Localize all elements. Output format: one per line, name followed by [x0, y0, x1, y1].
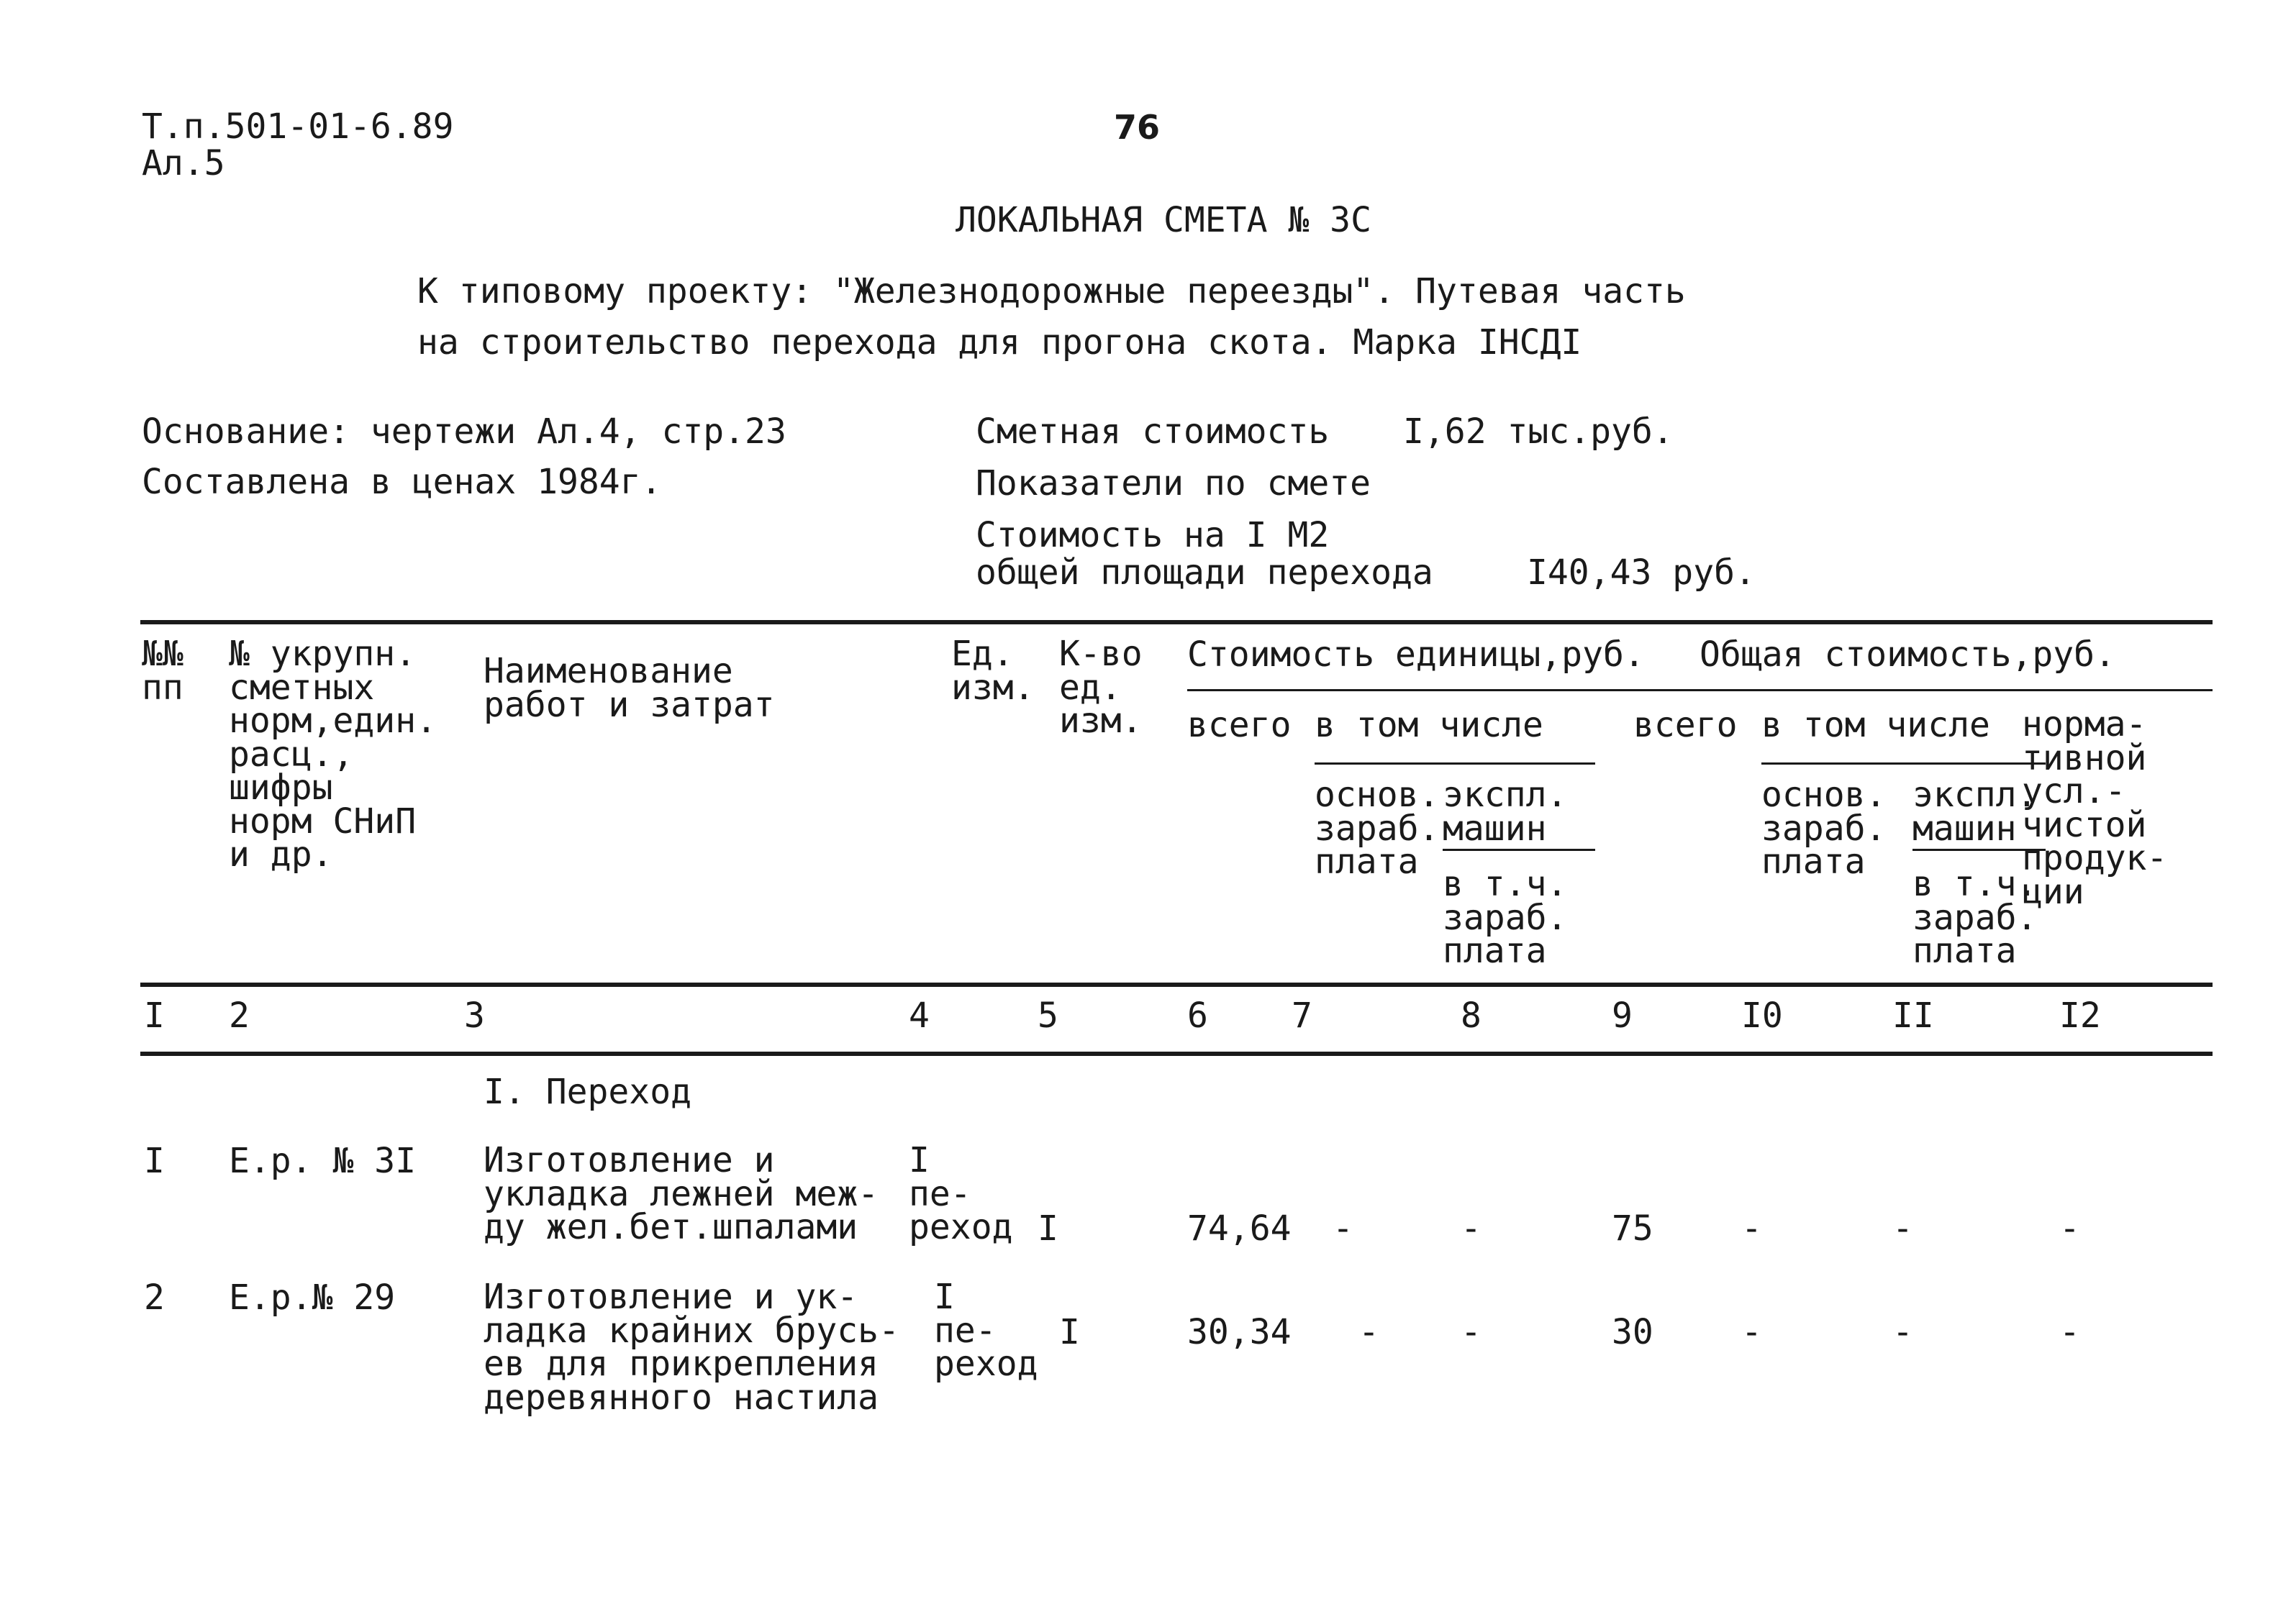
column-number: 3 [464, 996, 485, 1036]
header-total-machine-wages: в т.ч. зараб. плата [1912, 864, 2038, 972]
header-unit-cost-group: Стоимость единицы,руб. [1187, 634, 1645, 675]
row-total-machines: - [1892, 1208, 1913, 1249]
row-normative: - [2059, 1208, 2080, 1249]
column-number: 8 [1461, 996, 1481, 1036]
row-unit-machines: - [1461, 1208, 1481, 1249]
header-unit-machines: экспл. машин [1443, 775, 1568, 849]
row-unit: I пе- реход [909, 1140, 1013, 1248]
unit-cost-value: I40,43 руб. [1527, 552, 1756, 593]
row-qty: I [1038, 1208, 1058, 1249]
row-qty: I [1059, 1312, 1080, 1352]
incl-rule-unit [1315, 762, 1595, 765]
header-grand-total: всего [1633, 705, 1738, 745]
header-num: №№ пп [142, 634, 183, 708]
row-unit-total: 30,34 [1187, 1312, 1292, 1352]
header-normative: норма- тивной усл.- чистой продук- ции [2022, 704, 2168, 912]
row-total: 30 [1612, 1312, 1653, 1352]
header-unit: Ед. изм. [951, 634, 1035, 708]
basis-text: Основание: чертежи Ал.4, стр.23 [142, 411, 786, 452]
estimated-cost-label: Сметная стоимость [976, 411, 1330, 452]
header-unit-wages: основ. зараб. плата [1315, 775, 1440, 883]
row-unit-machines: - [1461, 1312, 1481, 1352]
row-unit: I пе- реход [934, 1277, 1038, 1385]
row-normative: - [2059, 1312, 2080, 1352]
row-total-wages: - [1741, 1208, 1762, 1249]
header-name: Наименование работ и затрат [484, 651, 775, 725]
row-unit-wages: - [1333, 1208, 1353, 1249]
incl-rule-total [1761, 762, 2046, 765]
group-header-rule [1187, 689, 2213, 691]
album-label: Ал.5 [142, 143, 225, 183]
header-unit-machine-wages: в т.ч. зараб. плата [1443, 864, 1568, 972]
column-numbers-rule [140, 1052, 2213, 1056]
section-title: I. Переход [484, 1072, 691, 1112]
subtitle-line-1: К типовому проекту: "Железнодорожные переезды". Путевая часть [417, 271, 1686, 311]
header-bottom-rule [140, 983, 2213, 987]
column-number: II [1892, 996, 1934, 1036]
indicators-label: Показатели по смете [976, 463, 1371, 504]
column-number: 9 [1612, 996, 1633, 1036]
row-name: Изготовление и ук- ладка крайних брусь- ев для прикрепления деревянного настила [484, 1277, 899, 1418]
header-qty: К-во ед. изм. [1059, 634, 1143, 742]
row-total: 75 [1612, 1208, 1653, 1249]
header-code: № укрупн. сметных норм,един. расц., шифры норм СНиП и др. [229, 634, 437, 875]
subtitle-line-2: на строительство перехода для прогона скота. Марка IНСДI [417, 322, 1582, 363]
header-unit-total: всего [1187, 705, 1292, 745]
unit-cost-line-2: общей площади перехода [976, 552, 1433, 593]
column-number: 6 [1187, 996, 1208, 1036]
unit-cost-line-1: Стоимость на I М2 [976, 515, 1330, 555]
prices-text: Составлена в ценах 1984г. [142, 462, 662, 502]
row-unit-wages: - [1358, 1312, 1379, 1352]
row-code: Е.р.№ 29 [229, 1277, 396, 1318]
row-name: Изготовление и укладка лежней меж- ду жел.бет.шпалами [484, 1140, 879, 1248]
header-total-incl: в том числе [1761, 705, 1990, 745]
estimated-cost-value: I,62 тыс.руб. [1403, 411, 1674, 452]
row-unit-total: 74,64 [1187, 1208, 1292, 1249]
row-number: I [144, 1141, 165, 1181]
machines-rule-unit [1443, 849, 1595, 851]
header-total-cost-group: Общая стоимость,руб. [1700, 634, 2115, 675]
page-title: ЛОКАЛЬНАЯ СМЕТА № 3С [956, 200, 1371, 240]
header-total-wages: основ. зараб. плата [1761, 775, 1887, 883]
header-total-machines: экспл. машин [1912, 775, 2038, 849]
column-number: 7 [1292, 996, 1312, 1036]
column-number: I2 [2059, 996, 2101, 1036]
header-unit-incl: в том числе [1315, 705, 1543, 745]
row-number: 2 [144, 1277, 165, 1318]
column-number: 4 [909, 996, 930, 1036]
column-number: I0 [1741, 996, 1783, 1036]
column-number: 5 [1038, 996, 1058, 1036]
row-total-machines: - [1892, 1312, 1913, 1352]
column-number: 2 [229, 996, 250, 1036]
row-total-wages: - [1741, 1312, 1762, 1352]
page-number: 76 [1114, 108, 1161, 147]
row-code: Е.р. № 3I [229, 1141, 417, 1181]
document-code: Т.п.501-01-6.89 [142, 106, 454, 147]
column-number: I [144, 996, 165, 1036]
table-top-rule [140, 620, 2213, 624]
